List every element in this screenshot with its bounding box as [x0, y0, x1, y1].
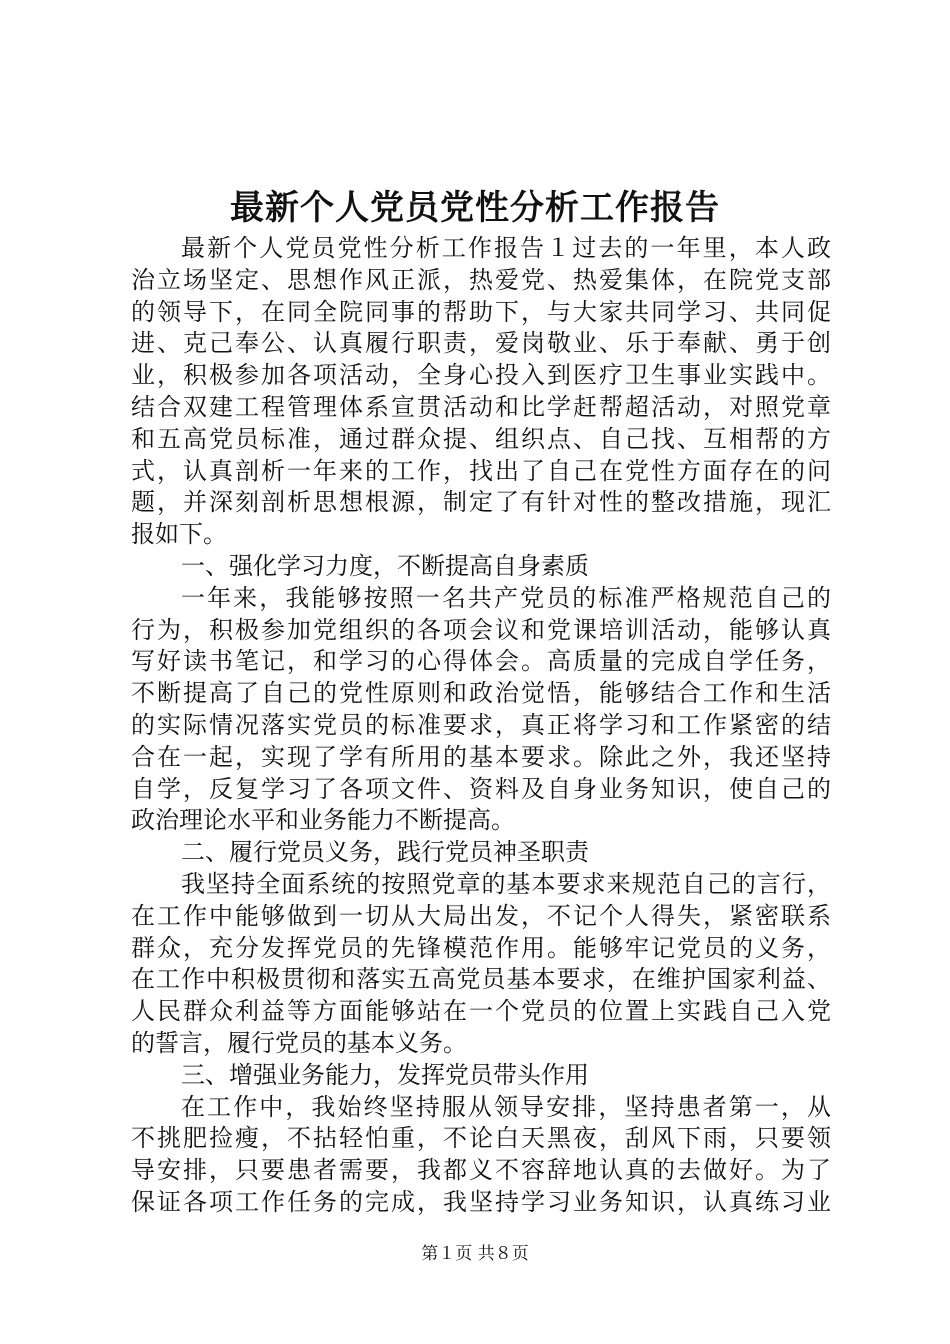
paragraph-line: 进、克己奉公、认真履行职责，爱岗敬业、乐于奉献、勇于创	[131, 329, 831, 358]
document-body	[131, 233, 831, 1219]
paragraph-line: 合在一起，实现了学有所用的基本要求。除此之外，我还坚持	[131, 742, 831, 771]
paragraph-line: 不断提高了自己的党性原则和政治觉悟，能够结合工作和生活	[131, 679, 831, 708]
paragraph-line: 业，积极参加各项活动，全身心投入到医疗卫生事业实践中。	[131, 361, 831, 390]
page-footer: 第１页 共８页	[421, 1244, 529, 1264]
paragraph-line: 的实际情况落实党员的标准要求，真正将学习和工作紧密的结	[131, 710, 831, 739]
paragraph-line: 写好读书笔记，和学习的心得体会。高质量的完成自学任务，	[131, 647, 831, 676]
paragraph-line: 治立场坚定、思想作风正派，热爱党、热爱集体，在院党支部	[131, 265, 831, 294]
paragraph-line: 结合双建工程管理体系宣贯活动和比学赶帮超活动，对照党章	[131, 392, 831, 421]
paragraph-line: 在工作中，我始终坚持服从领导安排，坚持患者第一，从	[181, 1092, 831, 1121]
paragraph-line: 一年来，我能够按照一名共产党员的标准严格规范自己的	[181, 583, 831, 612]
section-heading: 三、增强业务能力，发挥党员带头作用	[181, 1060, 589, 1089]
paragraph-line: 人民群众利益等方面能够站在一个党员的位置上实践自己入党	[131, 997, 831, 1026]
paragraph-line: 不挑肥捡瘦，不拈轻怕重，不论白天黑夜，刮风下雨，只要领	[131, 1124, 831, 1153]
section-heading: 二、履行党员义务，践行党员神圣职责	[181, 838, 589, 867]
paragraph-line: 的誓言，履行党员的基本义务。	[131, 1028, 467, 1057]
section-heading: 一、强化学习力度，不断提高自身素质	[181, 551, 589, 580]
paragraph-line: 行为，积极参加党组织的各项会议和党课培训活动，能够认真	[131, 615, 831, 644]
paragraph-line: 自学，反复学习了各项文件、资料及自身业务知识，使自己的	[131, 774, 831, 803]
paragraph-line: 在工作中积极贯彻和落实五高党员基本要求，在维护国家利益、	[131, 965, 831, 994]
document-title: 最新个人党员党性分析工作报告	[230, 188, 720, 228]
paragraph-line: 最新个人党员党性分析工作报告１过去的一年里，本人政	[181, 234, 831, 262]
paragraph-line: 导安排，只要患者需要，我都义不容辞地认真的去做好。为了	[131, 1156, 831, 1185]
paragraph-line: 题，并深刻剖析思想根源，制定了有针对性的整改措施，现汇	[131, 488, 831, 517]
paragraph-line: 我坚持全面系统的按照党章的基本要求来规范自己的言行，	[181, 869, 831, 898]
paragraph-line: 和五高党员标准，通过群众提、组织点、自己找、互相帮的方	[131, 424, 831, 453]
paragraph-line: 群众，充分发挥党员的先锋模范作用。能够牢记党员的义务，	[131, 933, 831, 962]
paragraph-line: 的领导下，在同全院同事的帮助下，与大家共同学习、共同促	[131, 297, 831, 326]
paragraph-line: 报如下。	[131, 520, 227, 549]
paragraph-line: 式，认真剖析一年来的工作，找出了自己在党性方面存在的问	[131, 456, 831, 485]
paragraph-line: 保证各项工作任务的完成，我坚持学习业务知识，认真练习业	[131, 1187, 831, 1216]
paragraph-line: 政治理论水平和业务能力不断提高。	[131, 806, 515, 835]
paragraph-line: 在工作中能够做到一切从大局出发，不记个人得失，紧密联系	[131, 901, 831, 930]
